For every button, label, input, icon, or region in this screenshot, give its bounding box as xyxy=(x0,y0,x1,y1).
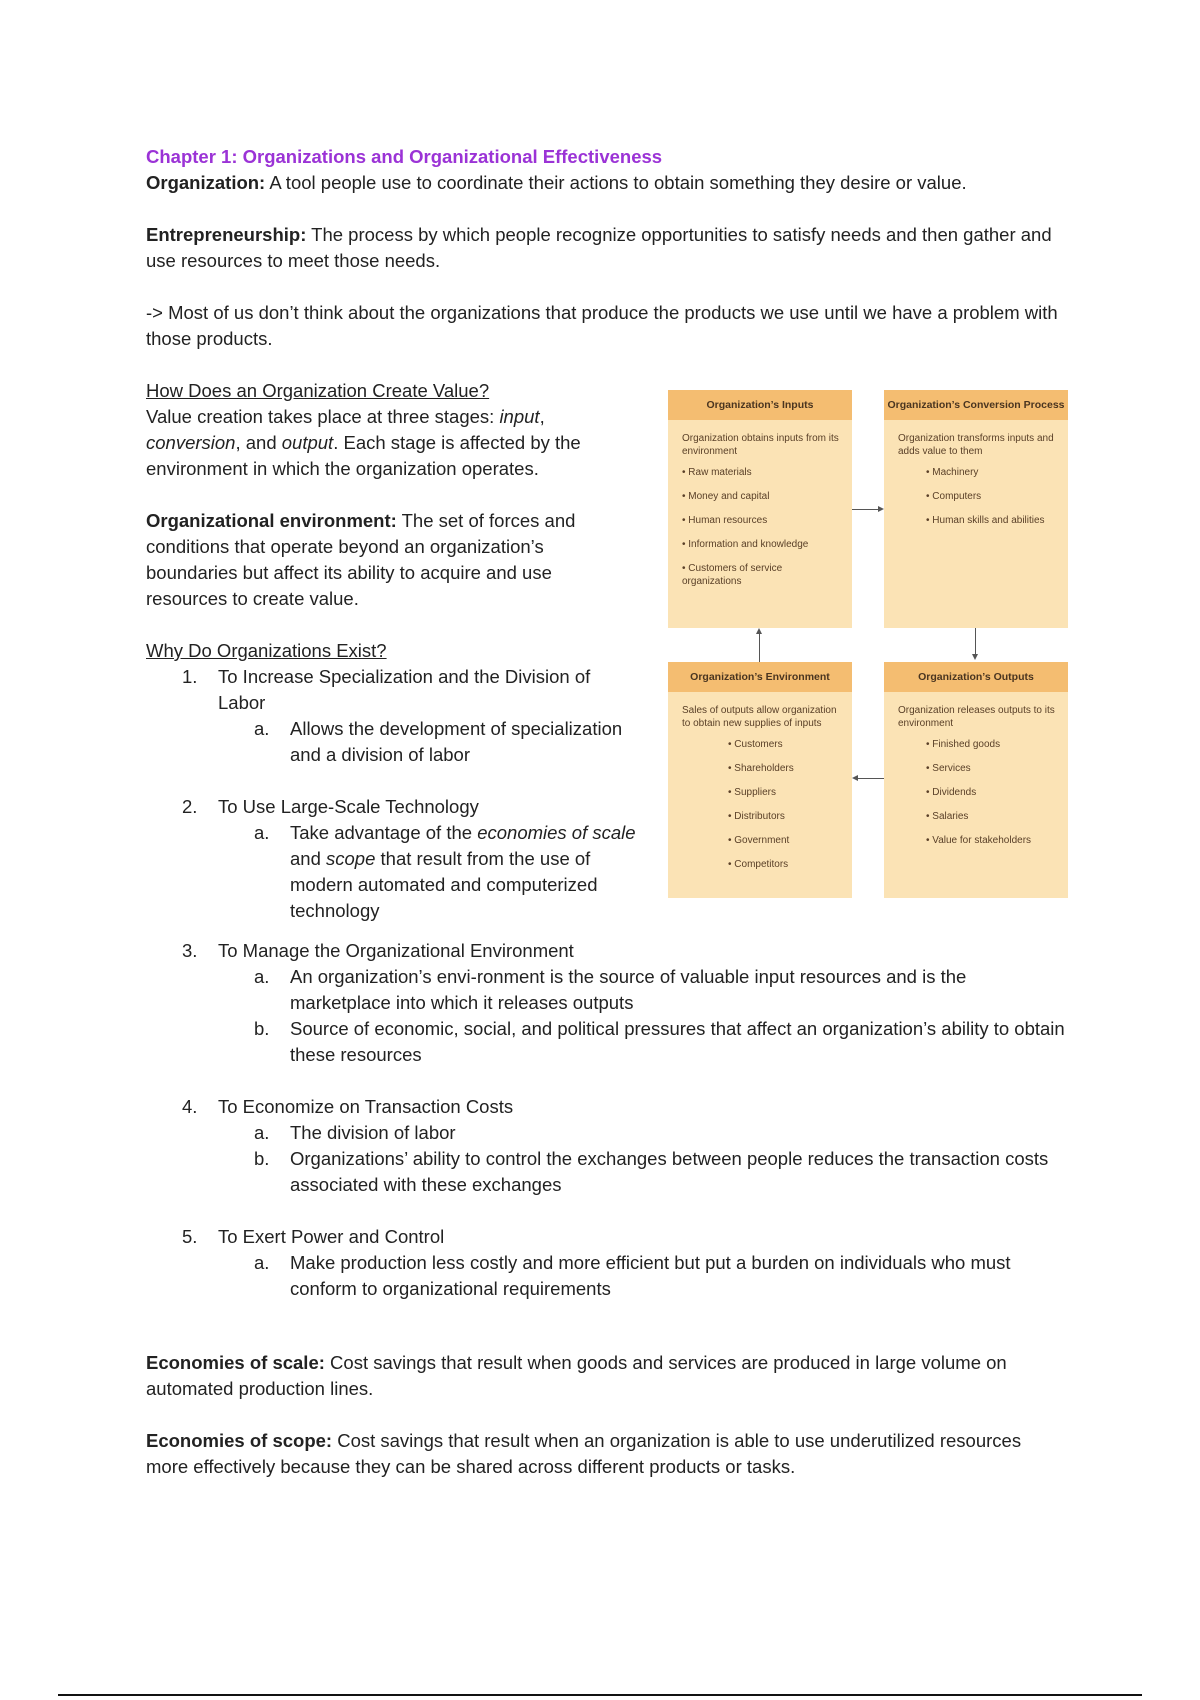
value-section xyxy=(146,378,1066,938)
value-heading: How Does an Organization Create Value? xyxy=(146,380,490,401)
arrow-down-icon xyxy=(975,628,976,656)
inputs-box: Organization’s Inputs Organization obtains inputs from its environment • Raw materials • Money and capital • Human resources • Information and knowledge • Customers of service organizations xyxy=(668,390,852,628)
term: Organization: xyxy=(146,172,266,193)
list-item: 2. To Use Large-Scale Technology a. Take advantage of the economies of scale and scope that result from the use of modern automated and computerized technology xyxy=(146,794,636,924)
value-paragraph: Value creation takes place at three stages: input, conversion, and output. Each stage is affected by the environment in which the organization operates. xyxy=(146,406,581,479)
list-item: a. An organization’s envi-ronment is the source of valuable input resources and is the marketplace into which it releases outputs xyxy=(254,966,967,1013)
arrow-up-icon xyxy=(759,634,760,662)
list-item: 3. To Manage the Organizational Environment a. An organization’s envi-ronment is the source of valuable input resources and is the marketplace into which it releases outputs b. Source of economic, social, and political pressures that affect an organization’s ability to obtain these resources xyxy=(146,938,1066,1068)
arrow-left-icon xyxy=(858,778,884,779)
list-item: a. Make production less costly and more efficient but put a burden on individuals who must conform to organizational requirements xyxy=(254,1252,1011,1299)
value-creation-diagram xyxy=(668,390,1104,898)
reasons-list-continued xyxy=(146,938,1066,1302)
list-item: b. Source of economic, social, and political pressures that affect an organization’s ability to obtain these resources xyxy=(254,1018,1065,1065)
entrepreneurship-definition: Entrepreneurship: The process by which people recognize opportunities to satisfy needs and then gather and use resources to meet those needs. xyxy=(146,224,1052,271)
list-item: b. Organizations’ ability to control the exchanges between people reduces the transaction costs associated with these exchanges xyxy=(254,1148,1049,1195)
list-item: 4. To Economize on Transaction Costs a. The division of labor b. Organizations’ ability to control the exchanges between people reduces the transaction costs associated with these exchanges xyxy=(146,1094,1066,1198)
economies-of-scope-definition: Economies of scope: Cost savings that result when an organization is able to use underutilized resources more effectively because they can be shared across different products or tasks. xyxy=(146,1430,1022,1477)
conversion-box: Organization’s Conversion Process Organization transforms inputs and adds value to them • Machinery • Computers • Human skills and abilities xyxy=(884,390,1068,628)
org-env-definition: Organizational environment: The set of forces and conditions that operate beyond an organization’s boundaries but affect its ability to acquire and use resources to create value. xyxy=(146,510,576,609)
term: Entrepreneurship: xyxy=(146,224,307,245)
list-item: a. Take advantage of the economies of scale and scope that result from the use of modern automated and computerized technology xyxy=(254,822,636,921)
list-item: 1. To Increase Specialization and the Division of Labor a. Allows the development of specialization and a division of labor xyxy=(146,664,636,768)
list-item: 5. To Exert Power and Control a. Make production less costly and more efficient but put a burden on individuals who must conform to organizational requirements xyxy=(146,1224,1066,1302)
chapter-title: Chapter 1: Organizations and Organizational Effectiveness xyxy=(146,146,663,167)
arrow-right-icon xyxy=(852,509,880,510)
reasons-list xyxy=(146,664,636,924)
economies-of-scale-definition: Economies of scale: Cost savings that result when goods and services are produced in large volume on automated production lines. xyxy=(146,1352,1007,1399)
list-item: a. The division of labor xyxy=(254,1122,456,1143)
document-page xyxy=(146,144,1066,1480)
note-paragraph: -> Most of us don’t think about the organizations that produce the products we use until we have a problem with those products. xyxy=(146,302,1058,349)
environment-box: Organization’s Environment Sales of outputs allow organization to obtain new supplies of inputs • Customers • Shareholders • Suppliers • Distributors • Government • Competitors xyxy=(668,662,852,898)
why-heading: Why Do Organizations Exist? xyxy=(146,640,387,661)
outputs-box: Organization’s Outputs Organization releases outputs to its environment • Finished goods • Services • Dividends • Salaries • Value for stakeholders xyxy=(884,662,1068,898)
organization-definition: Organization: A tool people use to coordinate their actions to obtain something they desire or value. xyxy=(146,172,967,193)
list-item: a. Allows the development of specialization and a division of labor xyxy=(254,718,623,765)
page-bottom-rule xyxy=(58,1694,1142,1696)
